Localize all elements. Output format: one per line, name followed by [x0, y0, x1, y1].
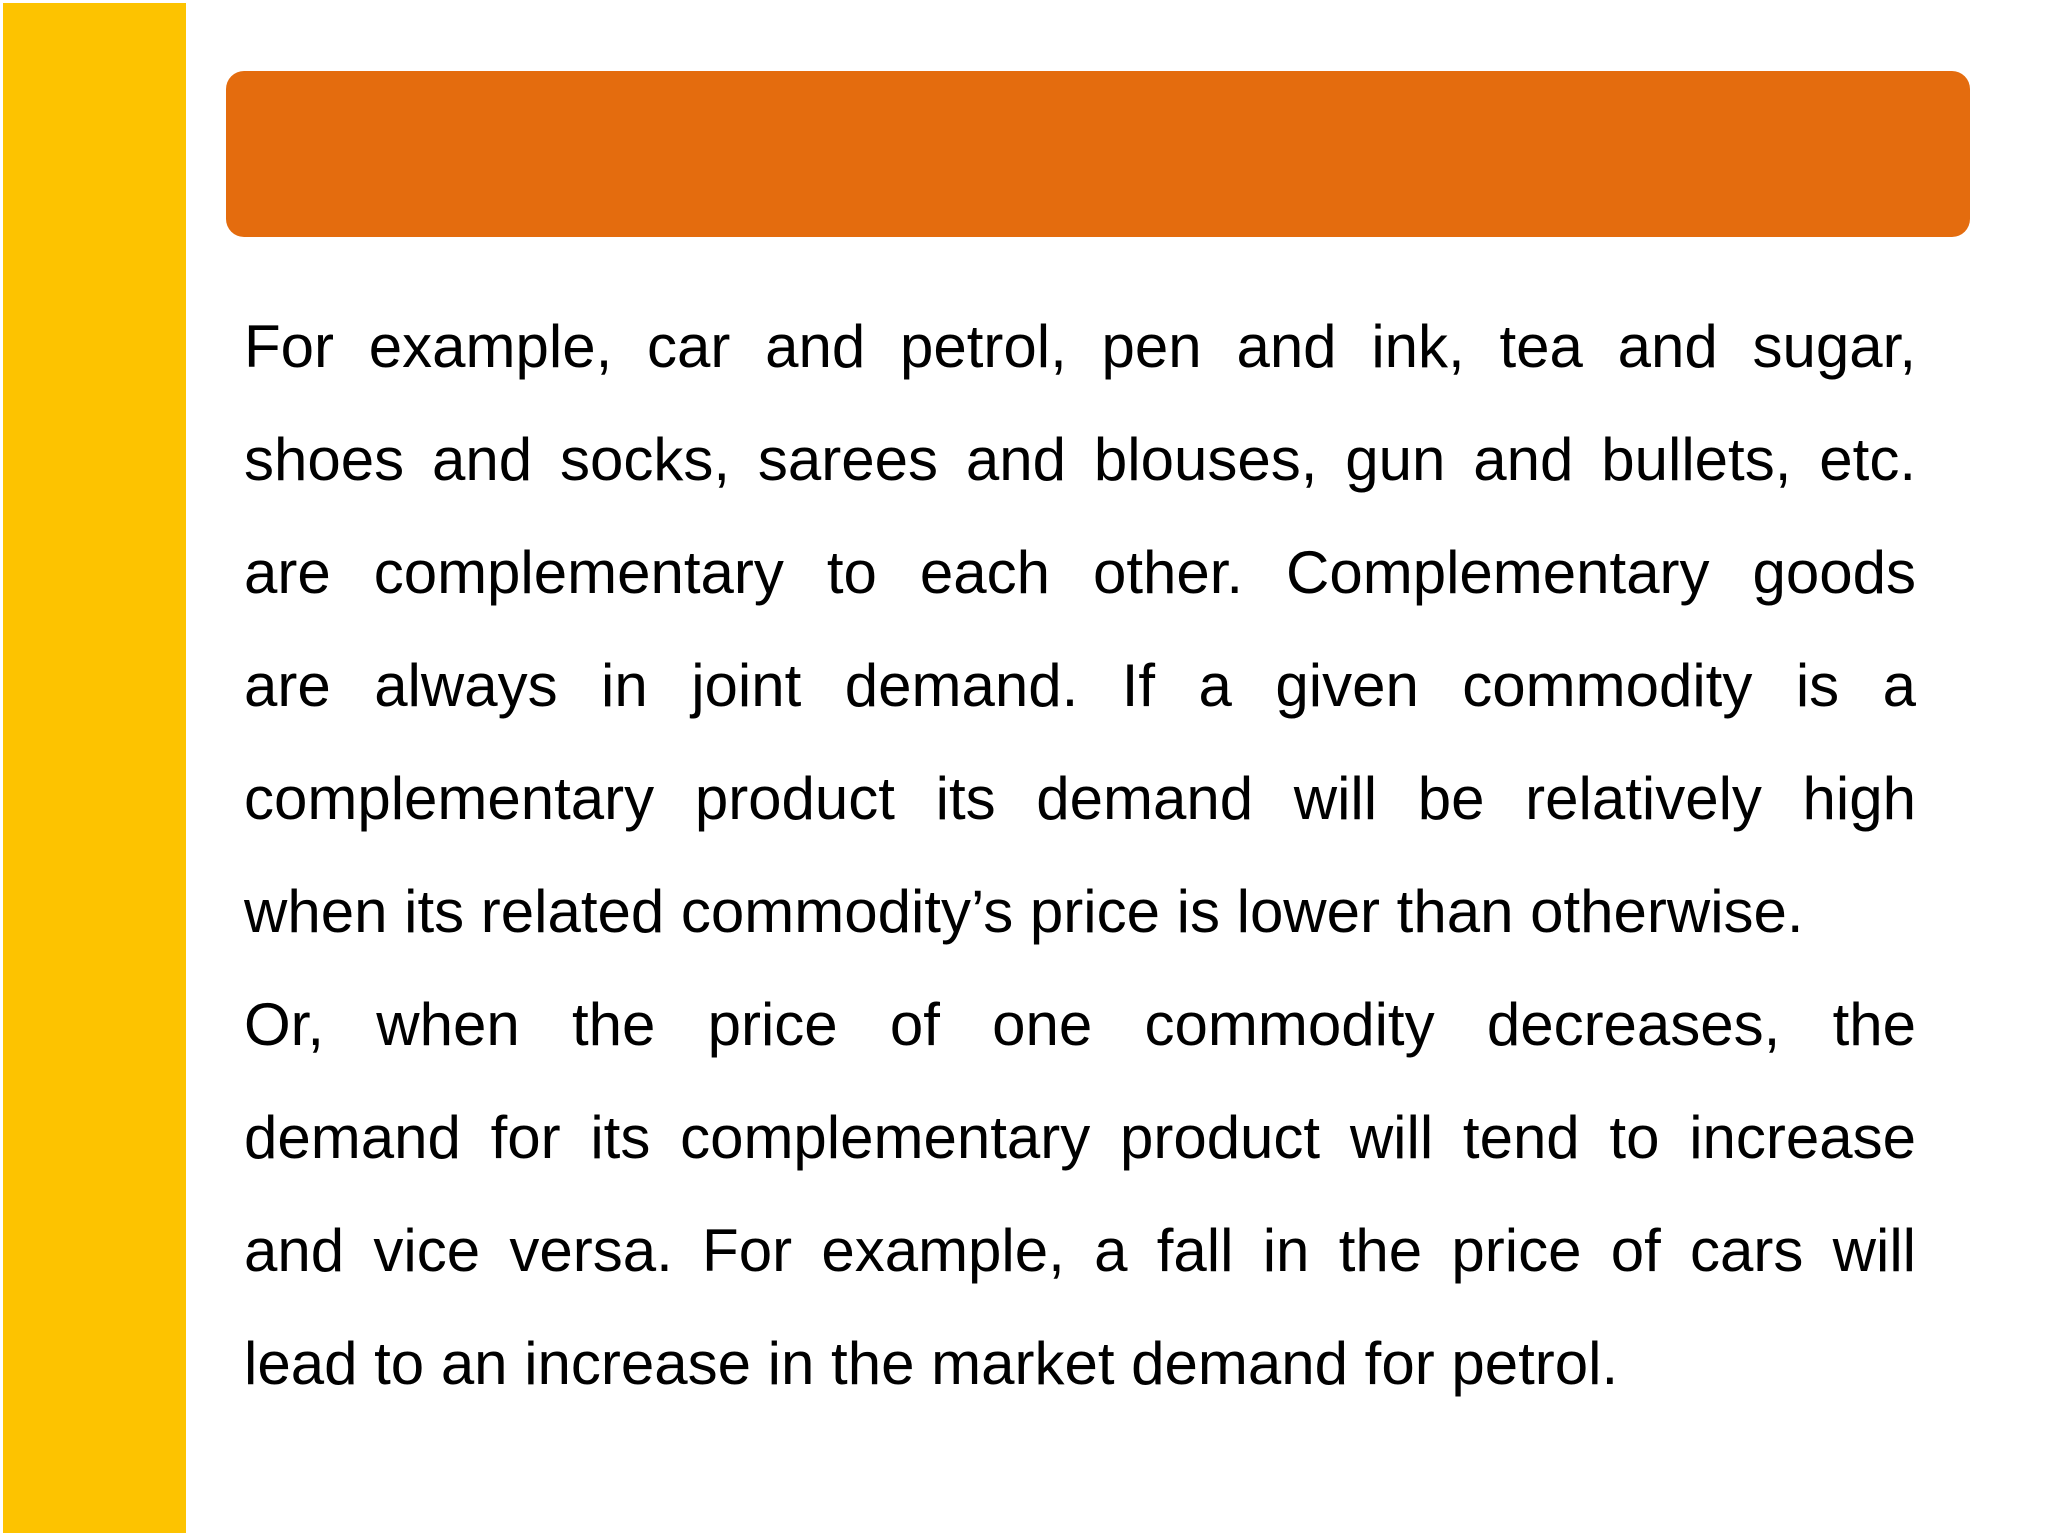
text-line: shoes and socks, sarees and blouses, gun and bullets, etc.: [244, 426, 1916, 493]
text-line: For example, car and petrol, pen and ink, tea and sugar,: [244, 313, 1916, 380]
text-line: when its related commodity’s price is lower than otherwise.: [244, 878, 1804, 945]
text-line: are always in joint demand. If a given commodity is a: [244, 652, 1916, 719]
body-paragraph: [244, 290, 1916, 1420]
text-line: and vice versa. For example, a fall in the price of cars will: [244, 1217, 1916, 1284]
text-line: lead to an increase in the market demand for petrol.: [244, 1330, 1619, 1397]
text-line: are complementary to each other. Complementary goods: [244, 539, 1916, 606]
title-bar: [226, 71, 1970, 237]
text-line: Or, when the price of one commodity decreases, the: [244, 991, 1916, 1058]
text-line: demand for its complementary product will tend to increase: [244, 1104, 1916, 1171]
text-line: complementary product its demand will be relatively high: [244, 765, 1916, 832]
side-accent-band: [3, 3, 186, 1533]
